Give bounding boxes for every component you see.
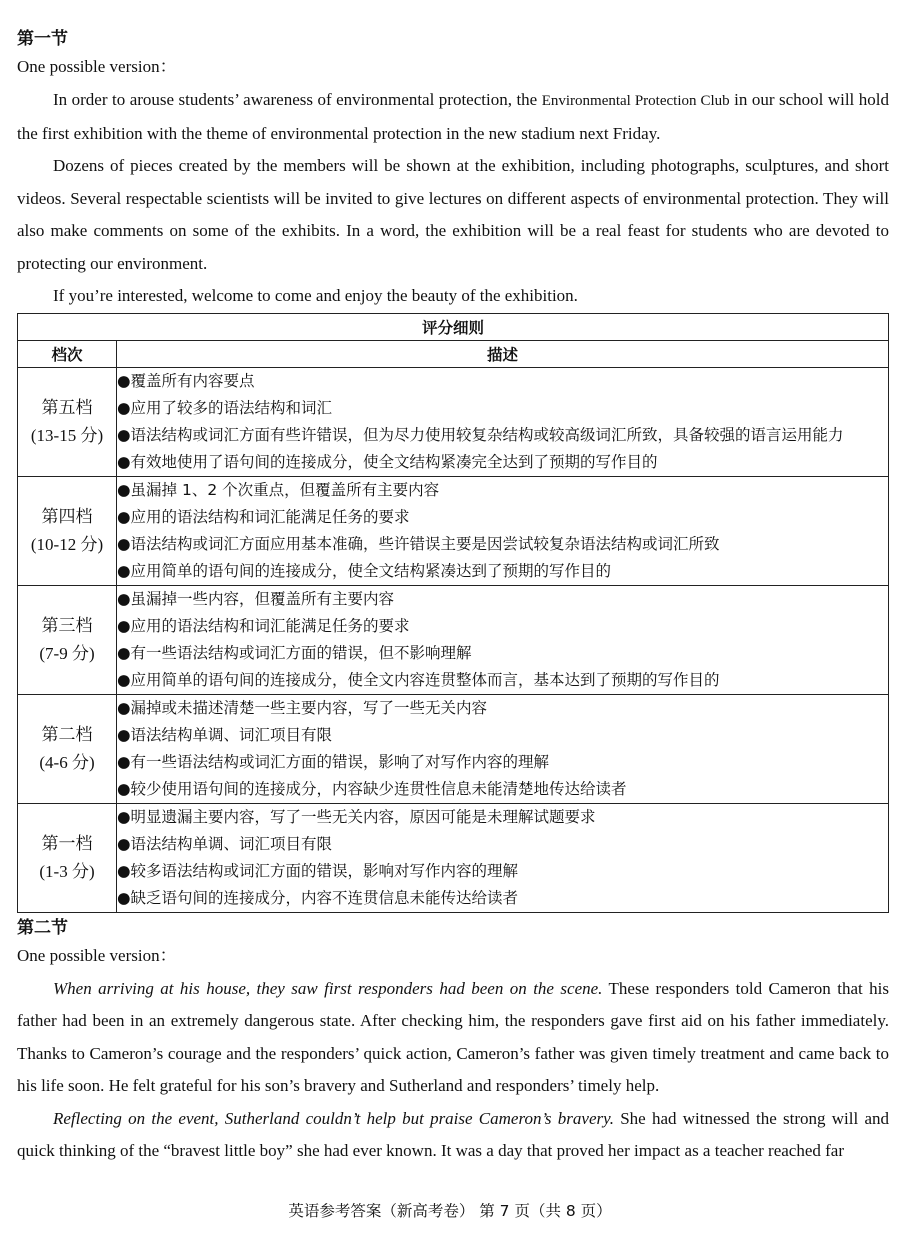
criterion: ●语法结构单调、词汇项目有限 (117, 725, 333, 744)
criterion: ●语法结构或词汇方面应用基本准确，些许错误主要是因尝试较复杂语法结构或词汇所致 (117, 534, 720, 553)
level-cell (18, 367, 117, 476)
rubric-header-row (18, 340, 889, 367)
criterion: ●应用简单的语句间的连接成分，使全文结构紧凑达到了预期的写作目的 (117, 561, 612, 580)
level-range: (7-9 分) (39, 643, 95, 663)
level-cell (18, 803, 117, 912)
criterion: ●虽漏掉 1、2 个次重点，但覆盖所有主要内容 (117, 480, 440, 499)
page-footer: 英语参考答案（新高考卷） 第 7 页（共 8 页） (288, 1202, 612, 1220)
level-name: 第三档 (41, 615, 93, 635)
criterion: ●语法结构单调、词汇项目有限 (117, 834, 333, 853)
criterion: ●缺乏语句间的连接成分，内容不连贯信息未能传达给读者 (117, 888, 519, 907)
rubric-row-level-3 (18, 585, 889, 694)
column-header-level: 档次 (18, 340, 117, 367)
level-range: (1-3 分) (39, 861, 95, 881)
level-name: 第五档 (41, 397, 93, 417)
level-range: (13-15 分) (30, 425, 104, 445)
section1-label: One possible version： (17, 57, 177, 76)
section1-paragraph-2: Dozens of pieces created by the members will be shown at the exhibition, including photographs, sculptures, and short videos. Several respectable scientists will be invited to give lectures on different aspects of environmental protection. They will also make comments on some of the exhibits. In a word, the exhibition will be a real feast for students who are devoted to protecting our environment. (17, 156, 889, 273)
rubric-title-row (18, 313, 889, 340)
level-name: 第二档 (41, 724, 93, 744)
rubric-row-level-1 (18, 803, 889, 912)
criterion: ●有一些语法结构或词汇方面的错误，但不影响理解 (117, 643, 472, 662)
criterion: ●语法结构或词汇方面有些许错误，但为尽力使用较复杂结构或较高级词汇所致，具备较强的语言运用能力 (117, 425, 844, 444)
column-header-description: 描述 (117, 340, 889, 367)
section1-paragraph-1: In order to arouse students’ awareness of environmental protection, the Environmental Protection Club in our school will hold the first exhibition with the theme of environmental protection in the new stadium next Friday. (17, 90, 889, 143)
criterion: ●应用简单的语句间的连接成分，使全文内容连贯整体而言，基本达到了预期的写作目的 (117, 670, 720, 689)
level-cell (18, 694, 117, 803)
level-range: (4-6 分) (39, 752, 95, 772)
section1-title: 第一节 (17, 29, 68, 49)
criterion: ●较少使用语句间的连接成分，内容缺少连贯性信息未能清楚地传达给读者 (117, 779, 627, 798)
criterion: ●有效地使用了语句间的连接成分，使全文结构紧凑完全达到了预期的写作目的 (117, 452, 658, 471)
criteria-cell (117, 803, 889, 912)
criterion: ●明显遗漏主要内容，写了一些无关内容，原因可能是未理解试题要求 (117, 807, 596, 826)
criterion: ●覆盖所有内容要点 (117, 371, 255, 390)
rubric-row-level-2 (18, 694, 889, 803)
criterion: ●有一些语法结构或词汇方面的错误，影响了对写作内容的理解 (117, 752, 550, 771)
section2-label: One possible version： (17, 945, 177, 965)
criterion: ●较多语法结构或词汇方面的错误，影响对写作内容的理解 (117, 861, 519, 880)
club-name: Environmental Protection Club (541, 93, 730, 109)
level-cell (18, 476, 117, 585)
section2-paragraph-1: When arriving at his house, they saw first responders had been on the scene. These responders told Cameron that his father had been in an extremely dangerous state. After checking him, the responders gave first aid on his father immediately. Thanks to Cameron’s courage and the responders’ quick action, Cameron’s father was given timely treatment and came back to his life soon. He felt grateful for his son’s bravery and Sutherland and responders’ timely help. (17, 978, 889, 1095)
criterion: ●漏掉或未描述清楚一些主要内容，写了一些无关内容 (117, 698, 488, 717)
criteria-cell (117, 694, 889, 803)
criterion: ●应用了较多的语法结构和词汇 (117, 398, 333, 417)
section2 (17, 917, 889, 1168)
level-name: 第四档 (41, 506, 93, 526)
answer-page (17, 28, 889, 1168)
criteria-cell (117, 476, 889, 585)
level-name: 第一档 (41, 833, 93, 853)
criterion: ●虽漏掉一些内容，但覆盖所有主要内容 (117, 589, 395, 608)
criteria-cell (117, 585, 889, 694)
level-cell (18, 585, 117, 694)
rubric-table (17, 313, 889, 913)
rubric-row-level-4 (18, 476, 889, 585)
section2-paragraph-2: Reflecting on the event, Sutherland couldn’t help but praise Cameron’s bravery. She had witnessed the strong will and quick thinking of the “bravest little boy” she had ever known. It was a day that proved her impact as a teacher reached far (17, 1108, 890, 1160)
section1-essay (17, 84, 889, 313)
rubric-row-level-5 (18, 367, 889, 476)
criteria-cell (117, 367, 889, 476)
section2-title: 第二节 (17, 917, 68, 938)
rubric-title: 评分细则 (18, 313, 889, 340)
criterion: ●应用的语法结构和词汇能满足任务的要求 (117, 616, 410, 635)
level-range: (10-12 分) (30, 534, 104, 554)
section1-paragraph-3: If you’re interested, welcome to come and enjoy the beauty of the exhibition. (53, 286, 578, 305)
criterion: ●应用的语法结构和词汇能满足任务的要求 (117, 507, 410, 526)
